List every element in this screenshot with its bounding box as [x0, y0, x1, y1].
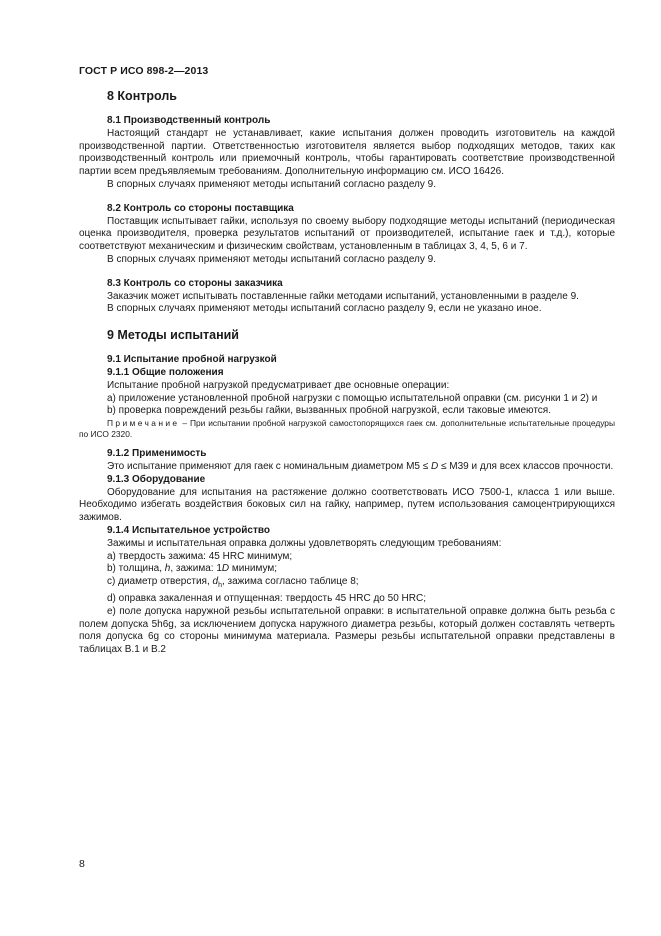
list-item-a: а) приложение установленной пробной нагрузки с помощью испытательной оправки (см. рисунки 1 и 2) и — [107, 392, 598, 404]
page-content — [79, 88, 615, 657]
hole-diameter-subscript: h — [218, 582, 222, 590]
hole-diameter-variable: d — [212, 576, 219, 588]
section-9-1-1-heading: 9.1.1 Общие положения — [107, 366, 224, 378]
note — [79, 418, 615, 440]
requirement-b-text: b) толщина, — [107, 563, 165, 575]
section-8-1-dispute-paragraph: В спорных случаях применяют методы испытаний согласно разделу 9. — [107, 178, 437, 190]
section-8-3-heading: 8.3 Контроль со стороны заказчика — [107, 277, 283, 289]
applicability-text-start: Это испытание применяют для гаек с номинальным диаметром М5 ≤ — [107, 460, 431, 472]
section-9-1-heading: 9.1 Испытание пробной нагрузкой — [107, 354, 277, 366]
requirement-b-end: минимум; — [229, 563, 278, 575]
requirement-d: d) оправка закаленная и отпущенная: твердость 45 HRC до 50 HRC; — [107, 592, 426, 604]
section-8-1-paragraph: Настоящий стандарт не устанавливает, какие испытания должен проводить изготовитель на каждой производственной партии. Ответственностью изготовителя является выбор подходящих методов, таких как производственный контроль или приемочный контроль, чтобы гарантировать соответствие производственной партии всем предъявляемым требованиям. Дополнительную информацию см. ИСО 16426. — [79, 127, 615, 178]
section-8-heading: 8 Контроль — [107, 89, 177, 103]
list-item-b: b) проверка повреждений резьбы гайки, вызванных пробной нагрузкой, если таковые имеются. — [107, 405, 551, 417]
section-9-1-3-heading: 9.1.3 Оборудование — [107, 473, 206, 485]
section-8-3-dispute-paragraph: В спорных случаях применяют методы испытаний согласно разделу 9, если не указано иное. — [107, 303, 542, 315]
diameter-variable: D — [431, 460, 439, 472]
requirement-c-end: , зажима согласно таблице 8; — [221, 576, 359, 588]
document-header: ГОСТ Р ИСО 898-2—2013 — [79, 65, 209, 77]
section-8-2-dispute-paragraph: В спорных случаях применяют методы испытаний согласно разделу 9. — [107, 253, 437, 265]
requirement-c — [79, 576, 615, 593]
section-9-1-1-paragraph: Испытание пробной нагрузкой предусматривает две основные операции: — [107, 379, 450, 391]
requirement-c-text: с) диаметр отверстия, — [107, 576, 213, 588]
requirement-b-mid: , зажима: 1 — [170, 563, 222, 575]
thickness-variable: h — [164, 563, 171, 575]
diameter-variable-2: D — [221, 563, 230, 575]
note-text: – При испытании пробной нагрузкой самостопорящихся гаек см. дополнительные испытательные процедуры по ИСО 2320. — [79, 418, 615, 440]
requirement-a: а) твердость зажима: 45 HRC минимум; — [107, 550, 293, 562]
page-number: 8 — [79, 858, 85, 870]
section-9-heading: 9 Методы испытаний — [107, 328, 239, 343]
section-9-1-3-paragraph: Оборудование для испытания на растяжение должно соответствовать ИСО 7500-1, класса 1 или выше. Необходимо избегать воздействия боковых сил на гайку, например, путем использования самоцентрирующихся зажимов. — [79, 486, 615, 524]
section-9-1-2-heading: 9.1.2 Применимость — [107, 448, 207, 460]
section-8-2-heading: 8.2 Контроль со стороны поставщика — [107, 202, 294, 214]
note-label: Примечание — [107, 418, 180, 429]
requirement-e: е) поле допуска наружной резьбы испытательной оправки: в испытательной оправке должна быть резьба с полем допуска 5h6g, за исключением допуска наружного диаметра резьбы, который должен составлять четверть поля допуска 6g со стороны минимума материала. Размеры резьбы испытательной оправки представлены в таблицах В.1 и В.2 — [79, 605, 615, 656]
section-8-2-paragraph: Поставщик испытывает гайки, используя по своему выбору подходящие методы испытаний (периодическая оценка производителя, проверка результатов испытаний от производителей, испытание гаек и т.д.), которые соответствуют механическим и физическим свойствам, установленным в таблицах 3, 4, 5, 6 и 7. — [79, 215, 615, 253]
section-8-1-heading: 8.1 Производственный контроль — [107, 115, 271, 126]
section-9-1-4-paragraph: Зажимы и испытательная оправка должны удовлетворять следующим требованиям: — [107, 537, 502, 549]
requirement-b — [79, 563, 615, 576]
section-9-1-4-heading: 9.1.4 Испытательное устройство — [107, 524, 270, 536]
applicability-text-end: ≤ М39 и для всех классов прочности. — [438, 460, 614, 472]
section-9-1-2-paragraph — [79, 461, 615, 474]
section-8-3-paragraph: Заказчик может испытывать поставленные гайки методами испытаний, установленными в разделе 9. — [107, 290, 579, 302]
